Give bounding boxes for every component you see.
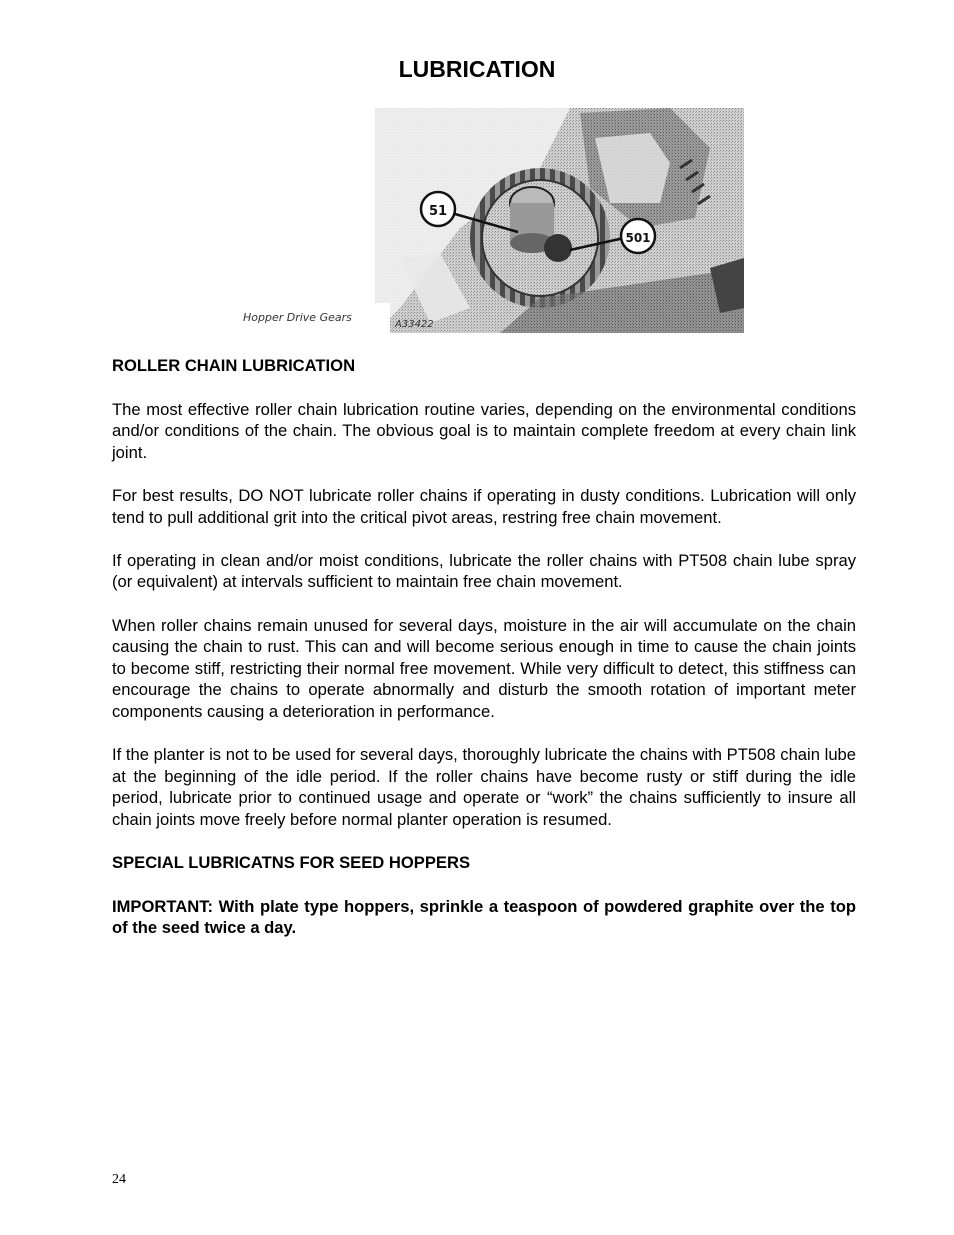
document-body [112, 355, 856, 960]
callout-501-label: 501 [625, 231, 651, 245]
figure-caption: Hopper Drive Gears [243, 311, 352, 324]
section-heading: SPECIAL LUBRICATNS FOR SEED HOPPERS [112, 853, 471, 873]
roller-chain-section [112, 355, 856, 830]
paragraph: If the planter is not to be used for several days, thoroughly lubricate the chains with PT508 chain lube at the beginning of the idle period. If the roller chains have become rusty or stiff during the idle period, lubricate prior to continued usage and operate or “work” the chains sufficiently to insure all chain joints move freely before normal planter operation is resumed. [112, 745, 856, 829]
section-heading: ROLLER CHAIN LUBRICATION [112, 356, 356, 375]
important-note: IMPORTANT: With plate type hoppers, sprinkle a teaspoon of powdered graphite over the top of the seed twice a day. [112, 896, 856, 938]
paragraph: If operating in clean and/or moist conditions, lubricate the roller chains with PT508 chain lube spray (or equivalent) at intervals sufficient to maintain free chain movement. [112, 550, 856, 592]
page-title: LUBRICATION [398, 56, 556, 82]
hopper-drive-gears-illustration [240, 108, 744, 333]
paragraph: For best results, DO NOT lubricate roller chains if operating in dusty conditions. Lubrication will only tend to pull additional grit into the critical pivot areas, restring free chain movement. [112, 485, 856, 527]
callout-51-label: 51 [428, 204, 448, 219]
paragraph: The most effective roller chain lubrication routine varies, depending on the environmental conditions and/or conditions of the chain. The obvious goal is to maintain complete freedom at every chain link joint. [112, 399, 856, 462]
figure-code: A33422 [395, 319, 434, 330]
seed-hopper-section [112, 852, 856, 939]
paragraph: When roller chains remain unused for several days, moisture in the air will accumulate on the chain causing the chain to rust. This can and will become serious enough in time to cause the chain joints to become stiff, restricting their normal free movement. While very difficult to detect, this stiffness can encourage the chains to operate abnormally and disturb the smooth rotation of important meter components causing a deterioration in performance. [112, 615, 856, 721]
hopper-drive-gears-figure [240, 108, 744, 333]
page-number: 24 [112, 1172, 126, 1187]
